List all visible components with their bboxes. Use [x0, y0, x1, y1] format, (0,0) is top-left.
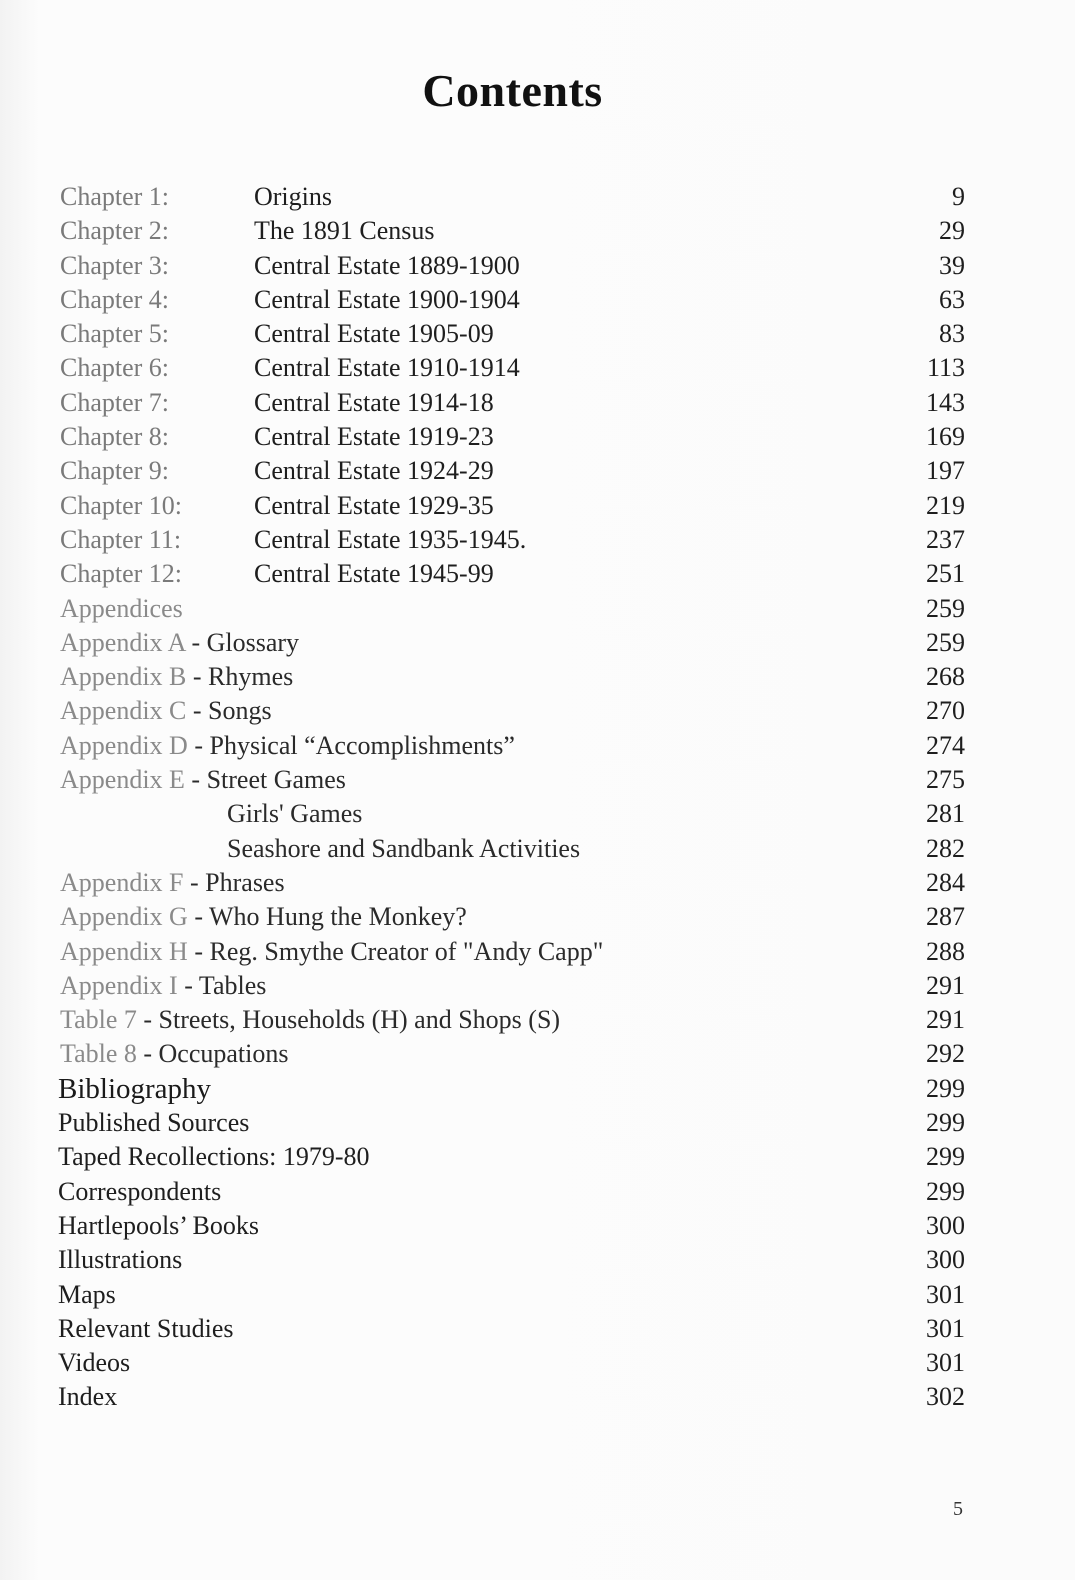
page-number: 251: [926, 559, 965, 589]
page-number: 301: [926, 1348, 965, 1378]
toc-entry-appendix: [0, 694, 1075, 728]
chapter-label: Chapter 5:: [60, 319, 170, 349]
toc-entry-appendix: [0, 900, 1075, 934]
table-title: Table 8 - Occupations: [60, 1039, 289, 1069]
chapter-title: Central Estate 1945-99: [254, 559, 494, 589]
toc-entry-appendix: [0, 935, 1075, 969]
page-number: 292: [926, 1039, 965, 1069]
page-number: 299: [926, 1176, 965, 1206]
page-number: 143: [926, 387, 965, 417]
page-number: 29: [939, 216, 965, 246]
page-title: Contents: [422, 65, 603, 116]
page-number: 291: [926, 970, 965, 1000]
toc-entry-bibliography-item: [0, 1209, 1075, 1243]
toc-entry-bibliography: [0, 1072, 1075, 1106]
bibliography-item-title: Correspondents: [58, 1176, 222, 1206]
chapter-title: Origins: [254, 182, 332, 211]
toc-entry-chapter: [0, 523, 1075, 557]
chapter-label: Chapter 4:: [60, 284, 170, 314]
bibliography-item-title: Index: [58, 1382, 118, 1412]
toc-entry-table: [0, 1037, 1075, 1071]
toc-sub-entry: [0, 797, 1075, 831]
page-number: 291: [926, 1005, 965, 1035]
page-number: 301: [926, 1279, 965, 1309]
chapter-title: Central Estate 1935-1945.: [254, 524, 527, 554]
chapter-title: Central Estate 1929-35: [254, 490, 494, 520]
toc-entry-appendix: [0, 866, 1075, 900]
appendix-title: Appendix G - Who Hung the Monkey?: [60, 902, 467, 932]
page-number: 197: [926, 456, 965, 486]
page-number: 300: [926, 1245, 965, 1275]
chapter-title: Central Estate 1924-29: [254, 456, 494, 486]
page-number: 284: [926, 867, 965, 897]
toc-entry-bibliography-item: [0, 1140, 1075, 1174]
page-number: 270: [926, 696, 965, 726]
page-number: 169: [926, 422, 965, 452]
bibliography-item-title: Hartlepools’ Books: [58, 1210, 259, 1240]
page-number: 287: [926, 902, 965, 932]
page-number: 9: [952, 182, 965, 211]
toc-entry-appendix: [0, 763, 1075, 797]
page-number: 259: [926, 593, 965, 623]
page-number: 237: [926, 524, 965, 554]
toc-entry-bibliography-item: [0, 1106, 1075, 1140]
chapter-label: Chapter 11:: [60, 524, 182, 554]
chapter-label: Chapter 6:: [60, 353, 170, 383]
bibliography-item-title: Videos: [58, 1348, 131, 1378]
toc-entry-bibliography-item: [0, 1312, 1075, 1346]
bibliography-item-title: Relevant Studies: [58, 1313, 234, 1343]
toc-entry-index: [0, 1380, 1075, 1414]
chapter-title: Central Estate 1919-23: [254, 422, 494, 452]
page-number: 268: [926, 662, 965, 692]
appendix-title: Appendix E - Street Games: [60, 765, 346, 795]
chapter-label: Chapter 2:: [60, 216, 170, 246]
chapter-title: Central Estate 1900-1904: [254, 284, 520, 314]
toc-entry-chapter: [0, 249, 1075, 283]
appendix-title: Appendix A - Glossary: [60, 627, 300, 657]
page-number: 63: [939, 284, 965, 314]
chapter-label: Chapter 8:: [60, 422, 170, 452]
page-number: 282: [926, 833, 965, 863]
chapter-title: Central Estate 1889-1900: [254, 250, 520, 280]
chapter-label: Chapter 10:: [60, 490, 183, 520]
page-number: 288: [926, 936, 965, 966]
sub-entry-title: Seashore and Sandbank Activities: [227, 833, 581, 863]
page-number: 302: [926, 1382, 965, 1412]
appendix-title: Appendix H - Reg. Smythe Creator of "Andy Capp": [60, 936, 604, 966]
toc-entry-chapter: [0, 557, 1075, 591]
bibliography-heading: Bibliography: [58, 1072, 212, 1105]
page-number: 39: [939, 250, 965, 280]
chapter-label: Chapter 9:: [60, 456, 170, 486]
toc-entry-appendices: [0, 592, 1075, 626]
table-title: Table 7 - Streets, Households (H) and Shops (S): [60, 1005, 561, 1035]
bibliography-item-title: Maps: [58, 1279, 116, 1309]
toc-entry-bibliography-item: [0, 1175, 1075, 1209]
appendix-title: Appendix F - Phrases: [60, 867, 285, 897]
toc-entry-bibliography-item: [0, 1243, 1075, 1277]
toc-entry-chapter: [0, 454, 1075, 488]
chapter-title: The 1891 Census: [254, 216, 435, 246]
toc-entry-chapter: [0, 420, 1075, 454]
toc-entry-chapter: [0, 317, 1075, 351]
folio-page-number: 5: [953, 1498, 963, 1520]
page-number: 299: [926, 1108, 965, 1138]
toc-entry-chapter: [0, 214, 1075, 248]
page-number: 281: [926, 799, 965, 829]
bibliography-item-title: Illustrations: [58, 1245, 183, 1275]
appendix-title: Appendix C - Songs: [60, 696, 272, 726]
toc-entry-appendix: [0, 626, 1075, 660]
appendix-title: Appendix B - Rhymes: [60, 662, 294, 692]
page-number: 113: [926, 353, 965, 383]
page-number: 219: [926, 490, 965, 520]
bibliography-item-title: Taped Recollections: 1979-80: [58, 1142, 370, 1172]
appendix-title: Appendix D - Physical “Accomplishments”: [60, 730, 515, 760]
toc-sub-entry: [0, 832, 1075, 866]
appendix-title: Appendix I - Tables: [60, 970, 267, 1000]
chapter-title: Central Estate 1905-09: [254, 319, 494, 349]
page-number: 83: [939, 319, 965, 349]
page-number: 275: [926, 765, 965, 795]
toc-entry-appendix: [0, 969, 1075, 1003]
toc-entry-chapter: [0, 386, 1075, 420]
toc-entry-chapter: [0, 351, 1075, 385]
chapter-label: Chapter 3:: [60, 250, 170, 280]
page-number: 259: [926, 627, 965, 657]
toc-entry-bibliography-item: [0, 1278, 1075, 1312]
toc-entry-bibliography-item: [0, 1346, 1075, 1380]
toc-entry-chapter: [0, 283, 1075, 317]
sub-entry-title: Girls' Games: [227, 799, 363, 829]
toc-entry-table: [0, 1003, 1075, 1037]
toc-entry-appendix: [0, 729, 1075, 763]
chapter-label: Chapter 12:: [60, 559, 183, 589]
page-number: 299: [926, 1142, 965, 1172]
chapter-title: Central Estate 1914-18: [254, 387, 494, 417]
table-of-contents: [0, 180, 1075, 1415]
page-number: 274: [926, 730, 965, 760]
chapter-title: Central Estate 1910-1914: [254, 353, 520, 383]
appendices-heading: Appendices: [60, 593, 183, 623]
chapter-label: Chapter 7:: [60, 387, 170, 417]
bibliography-item-title: Published Sources: [58, 1108, 250, 1138]
chapter-label: Chapter 1:: [60, 182, 170, 211]
toc-entry-chapter: [0, 180, 1075, 214]
page-number: 299: [926, 1073, 965, 1103]
page-number: 301: [926, 1313, 965, 1343]
toc-entry-appendix: [0, 660, 1075, 694]
page-number: 300: [926, 1210, 965, 1240]
toc-entry-chapter: [0, 489, 1075, 523]
